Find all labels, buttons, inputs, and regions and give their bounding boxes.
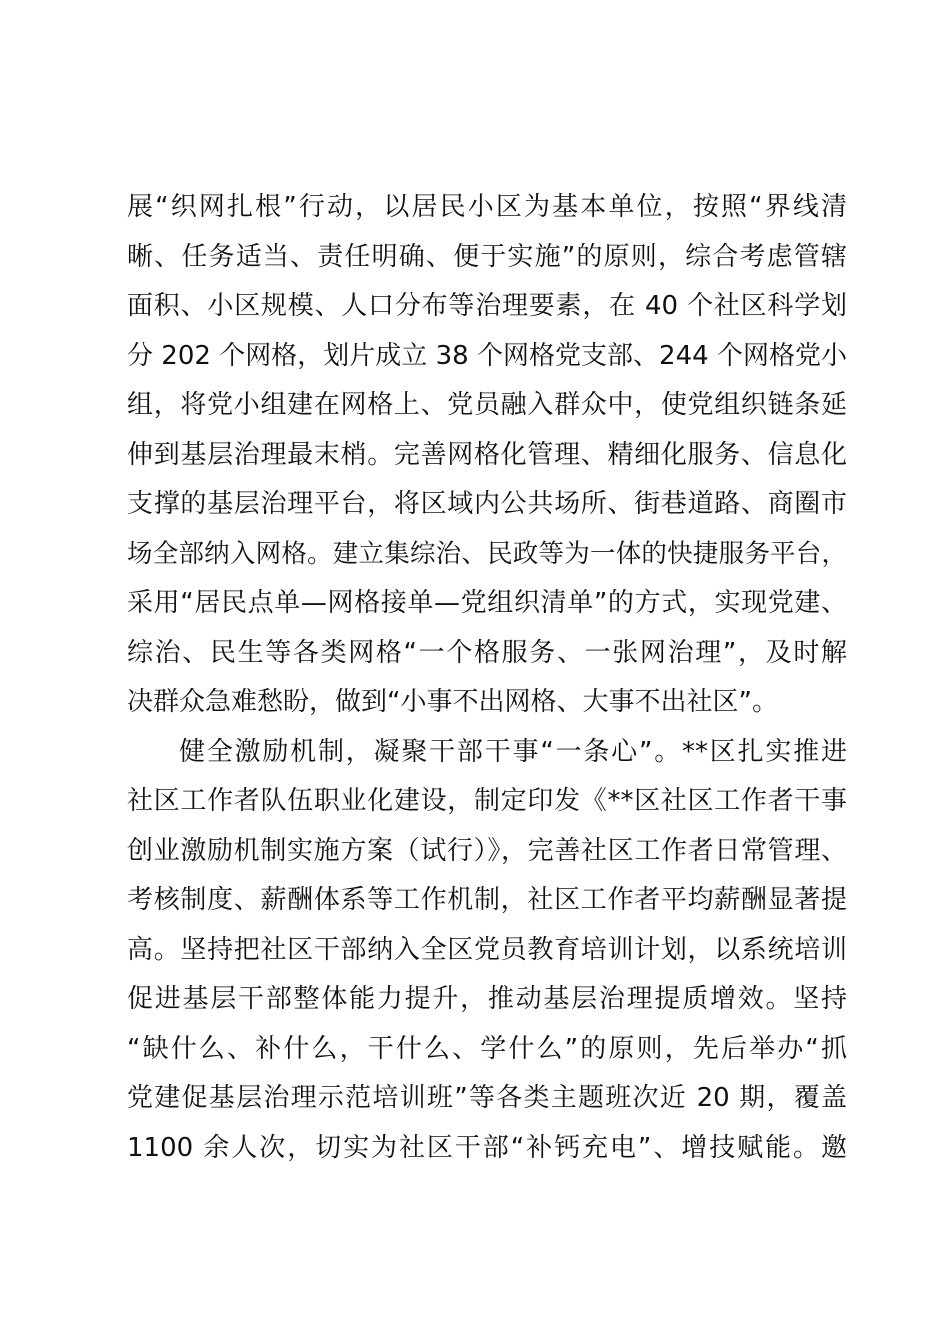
text-line: 党建促基层治理示范培训班”等各类主题班次近 20 期，覆盖 xyxy=(127,1083,847,1113)
text-line: 分 202 个网格，划片成立 38 个网格党支部、244 个网格党小 xyxy=(127,340,847,371)
text-line: 晰、任务适当、责任明确、便于实施”的原则，综合考虑管辖 xyxy=(127,241,847,272)
text-line: 伸到基层治理最末梢。完善网格化管理、精细化服务、信息化 xyxy=(127,439,847,470)
text-line: 综治、民生等各类网格“一个格服务、一张网治理”，及时解 xyxy=(127,637,847,668)
text-line: 1100 余人次，切实为社区干部“补钙充电”、增技赋能。邀 xyxy=(127,1132,847,1163)
text-line: 决群众急难愁盼，做到“小事不出网格、大事不出社区”。 xyxy=(127,687,778,717)
text-line: 展“织网扎根”行动，以居民小区为基本单位，按照“界线清 xyxy=(127,192,847,222)
text-line: 健全激励机制，凝聚干部干事“一条心”。**区扎实推进 xyxy=(179,736,847,767)
text-line: 采用“居民点单—网格接单—党组织清单”的方式，实现党建、 xyxy=(127,588,847,618)
text-line: 场全部纳入网格。建立集综治、民政等为一体的快捷服务平台， xyxy=(127,538,847,569)
text-line: “缺什么、补什么，干什么、学什么”的原则，先后举办“抓 xyxy=(127,1033,847,1064)
text-line: 支撑的基层治理平台，将区域内公共场所、街巷道路、商圈市 xyxy=(127,489,847,519)
text-line: 社区工作者队伍职业化建设，制定印发《**区社区工作者干事 xyxy=(127,786,847,816)
text-line: 高。坚持把社区干部纳入全区党员教育培训计划，以系统培训 xyxy=(127,934,847,965)
text-line: 面积、小区规模、人口分布等治理要素，在 40 个社区科学划 xyxy=(127,291,847,321)
text-line: 创业激励机制实施方案（试行）》，完善社区工作者日常管理、 xyxy=(127,835,847,866)
text-line: 组，将党小组建在网格上、党员融入群众中，使党组织链条延 xyxy=(127,390,847,420)
text-line: 考核制度、薪酬体系等工作机制，社区工作者平均薪酬显著提 xyxy=(127,885,847,915)
text-line: 促进基层干部整体能力提升，推动基层治理提质增效。坚持 xyxy=(127,984,847,1014)
document-body xyxy=(127,185,847,1175)
